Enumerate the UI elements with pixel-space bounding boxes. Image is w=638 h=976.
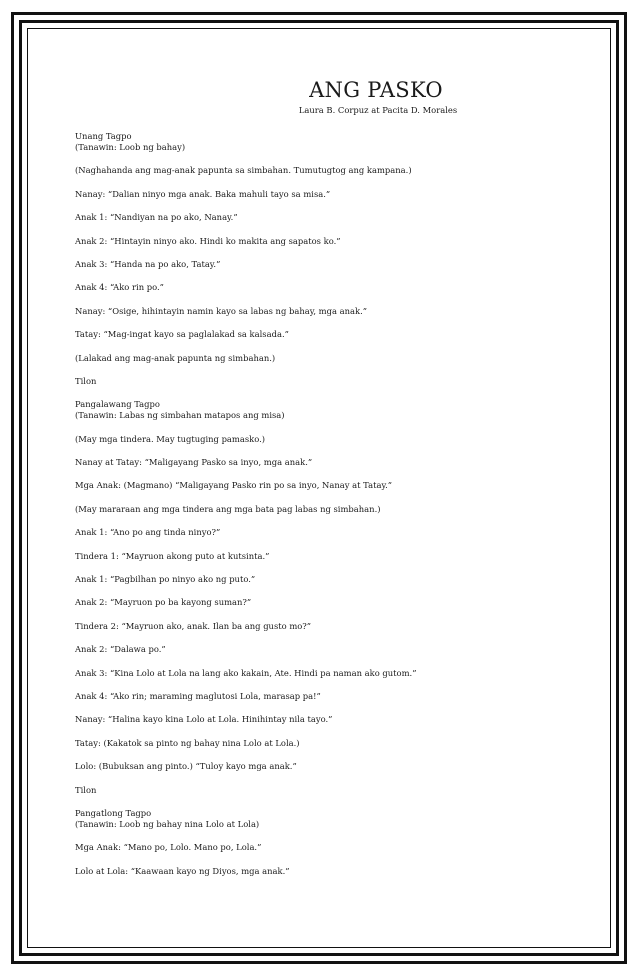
dialogue-line: Anak 4: “Ako rin po.” (75, 282, 164, 293)
dialogue-line: Nanay: “Dalian ninyo mga anak. Baka mahuli tayo sa misa.” (75, 188, 331, 199)
scene-heading: Unang Tagpo (75, 131, 132, 141)
stage-direction: (Lalakad ang mag-anak papunta ng simbahan.) (75, 352, 276, 363)
dialogue-line: Anak 2: “Hintayin ninyo ako. Hindi ko makita ang sapatos ko.” (75, 235, 341, 246)
dialogue-line: Nanay: “Osige, hihintayin namin kayo sa labas ng bahay, mga anak.” (75, 305, 368, 316)
document-body (75, 78, 565, 877)
document-authors: Laura B. Corpuz at Pacita D. Morales (298, 105, 458, 115)
dialogue-line: Mga Anak: (Magmano) “Maligayang Pasko rin po sa inyo, Nanay at Tatay.” (75, 480, 393, 491)
dialogue-line: Anak 1: “Nandiyan na po ako, Nanay.” (75, 212, 238, 223)
stage-direction: Tatay: (Kakatok sa pinto ng bahay nina Lolo at Lola.) (75, 737, 300, 748)
dialogue-line: Nanay at Tatay: “Maligayang Pasko sa inyo, mga anak.” (75, 457, 313, 468)
dialogue-line: Tindera 2: “Mayruon ako, anak. Ilan ba ang gusto mo?” (75, 620, 312, 631)
scene-setting: (Tanawin: Labas ng simbahan matapos ang misa) (75, 410, 285, 421)
scene-setting: (Tanawin: Loob ng bahay nina Lolo at Lola) (75, 818, 260, 829)
scene-heading: Pangalawang Tagpo (75, 399, 160, 410)
dialogue-line: Nanay: “Halina kayo kina Lolo at Lola. Hinihintay nila tayo.” (75, 714, 333, 725)
dialogue-line: Anak 3: “Handa na po ako, Tatay.” (75, 258, 221, 269)
stage-direction: (Naghahanda ang mag-anak papunta sa simbahan. Tumutugtog ang kampana.) (75, 165, 412, 176)
dialogue-line: Lolo: (Bubuksan ang pinto.) “Tuloy kayo mga anak.” (75, 761, 297, 772)
dialogue-line: Anak 1: “Pagbilhan po ninyo ako ng puto.” (75, 574, 256, 585)
dialogue-line: Anak 4: “Ako rin; maraming maglutosi Lola, marasap pa!” (75, 690, 321, 701)
stage-direction: (May mararaan ang mga tindera ang mga bata pag labas ng simbahan.) (75, 503, 381, 514)
scene-end: Tilon (75, 784, 97, 795)
script-lines (75, 131, 565, 877)
document-title: ANG PASKO (309, 78, 443, 102)
dialogue-line: Anak 2: “Dalawa po.” (75, 644, 166, 655)
dialogue-line: Lolo at Lola: “Kaawaan kayo ng Diyos, mga anak.” (75, 865, 290, 876)
dialogue-line: Tatay: “Mag-ingat kayo sa paglalakad sa kalsada.” (75, 329, 289, 340)
stage-direction: (May mga tindera. May tugtuging pamasko.) (75, 433, 266, 444)
dialogue-line: Anak 1: “Ano po ang tinda ninyo?” (75, 527, 221, 538)
dialogue-line: Mga Anak: “Mano po, Lolo. Mano po, Lola.” (75, 842, 262, 853)
dialogue-line: Tindera 1: “Mayruon akong puto at kutsinta.” (75, 550, 270, 561)
scene-setting: (Tanawin: Loob ng bahay) (75, 142, 186, 152)
dialogue-line: Anak 2: “Mayruon po ba kayong suman?” (75, 597, 252, 608)
dialogue-line: Anak 3: “Kina Lolo at Lola na lang ako kakain, Ate. Hindi pa naman ako gutom.” (75, 667, 417, 678)
scene-heading: Pangatlong Tagpo (75, 807, 152, 818)
scene-end: Tilon (75, 375, 97, 386)
